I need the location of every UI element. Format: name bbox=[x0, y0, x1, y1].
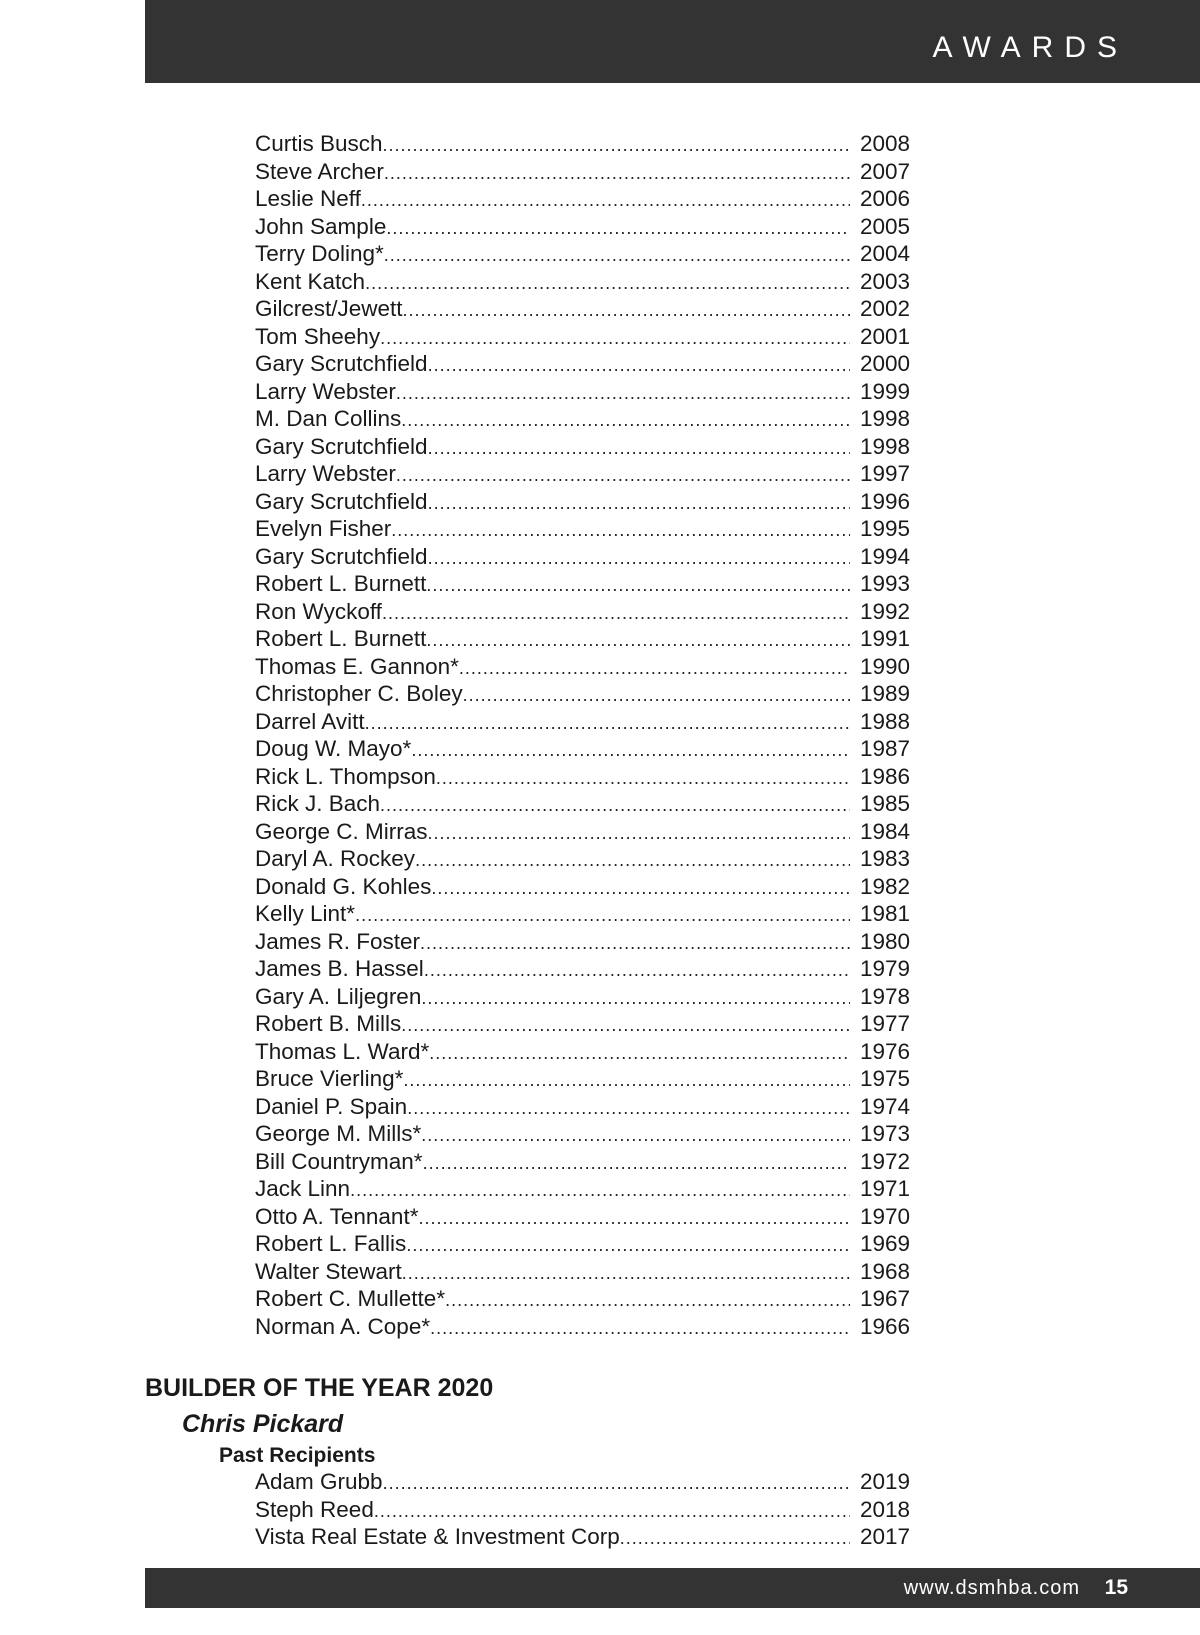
dot-leader bbox=[463, 682, 850, 710]
dot-leader bbox=[361, 187, 850, 215]
award-year: 1984 bbox=[859, 818, 910, 844]
list-item bbox=[255, 1120, 910, 1148]
award-year: 1992 bbox=[859, 598, 910, 624]
recipient-name: Robert B. Mills bbox=[255, 1011, 402, 1036]
recipient-name: Evelyn Fisher bbox=[255, 516, 392, 541]
list-item bbox=[255, 900, 910, 928]
dot-leader bbox=[391, 517, 850, 545]
dot-leader bbox=[403, 297, 850, 325]
list-item bbox=[255, 1285, 910, 1313]
dot-leader bbox=[423, 1150, 850, 1178]
dot-leader bbox=[401, 1012, 850, 1040]
award-year: 2019 bbox=[859, 1469, 910, 1494]
dot-leader bbox=[355, 902, 850, 930]
dot-leader bbox=[401, 407, 850, 435]
dot-leader bbox=[407, 1095, 850, 1123]
dot-leader bbox=[429, 1040, 850, 1068]
dot-leader bbox=[382, 600, 850, 628]
award-year: 1968 bbox=[859, 1258, 910, 1284]
list-item bbox=[255, 213, 910, 241]
dot-leader bbox=[426, 627, 850, 655]
dot-leader bbox=[365, 710, 850, 738]
recipient-name: Bruce Vierling* bbox=[255, 1066, 404, 1091]
list-item bbox=[255, 790, 910, 818]
dot-leader bbox=[431, 875, 850, 903]
dot-leader bbox=[411, 737, 850, 765]
recipient-name: Steph Reed bbox=[255, 1496, 374, 1522]
award-year: 1981 bbox=[859, 901, 910, 926]
list-item bbox=[255, 460, 910, 488]
recipient-name: Curtis Busch bbox=[255, 131, 383, 156]
recipient-name: Adam Grubb bbox=[255, 1469, 383, 1494]
recipient-name: Robert C. Mullette* bbox=[255, 1286, 446, 1311]
recipient-name: Donald G. Kohles bbox=[255, 873, 432, 899]
list-item bbox=[255, 1038, 910, 1066]
list-item bbox=[255, 735, 910, 763]
past-recipients-list bbox=[255, 1468, 910, 1551]
recipient-name: Leslie Neff bbox=[255, 186, 361, 211]
recipient-name: James B. Hassel bbox=[255, 956, 424, 981]
recipient-name: Steve Archer bbox=[255, 158, 384, 184]
recipient-name: Gilcrest/Jewett bbox=[255, 296, 403, 321]
award-year: 2001 bbox=[859, 323, 910, 349]
award-year: 1985 bbox=[859, 791, 910, 816]
dot-leader bbox=[421, 1122, 850, 1150]
recipient-name: Rick J. Bach bbox=[255, 791, 381, 816]
recipient-name: Bill Countryman* bbox=[255, 1148, 423, 1174]
dot-leader bbox=[418, 1205, 850, 1233]
list-item bbox=[255, 158, 910, 186]
award-year: 1979 bbox=[859, 956, 910, 981]
recipient-name: Larry Webster bbox=[255, 461, 396, 486]
recipient-name: Kelly Lint* bbox=[255, 901, 356, 926]
award-year: 1990 bbox=[859, 653, 910, 679]
recipient-name: Doug W. Mayo* bbox=[255, 736, 412, 761]
list-item bbox=[255, 185, 910, 213]
dot-leader bbox=[402, 1260, 850, 1288]
list-item bbox=[255, 598, 910, 626]
dot-leader bbox=[428, 820, 850, 848]
award-year: 1974 bbox=[859, 1093, 910, 1119]
recipient-name: Rick L. Thompson bbox=[255, 763, 436, 789]
list-item bbox=[255, 1258, 910, 1286]
award-year: 1997 bbox=[859, 461, 910, 486]
dot-leader bbox=[396, 462, 850, 490]
recipient-name: Jack Linn bbox=[255, 1176, 351, 1201]
recipient-name: Norman A. Cope* bbox=[255, 1313, 431, 1339]
dot-leader bbox=[428, 435, 850, 463]
list-item bbox=[255, 873, 910, 901]
list-item bbox=[255, 543, 910, 571]
header-bar bbox=[145, 0, 1200, 83]
list-item bbox=[255, 1065, 910, 1093]
dot-leader bbox=[380, 325, 850, 353]
award-year: 1999 bbox=[859, 378, 910, 404]
award-year: 1998 bbox=[859, 406, 910, 431]
list-item bbox=[255, 1175, 910, 1203]
footer-bar bbox=[145, 1568, 1200, 1608]
award-year: 1969 bbox=[859, 1231, 910, 1256]
list-item bbox=[255, 378, 910, 406]
award-year: 1976 bbox=[859, 1038, 910, 1064]
recipient-name: Thomas E. Gannon* bbox=[255, 653, 459, 679]
recipient-name: Robert L. Burnett bbox=[255, 571, 427, 596]
list-item bbox=[255, 763, 910, 791]
dot-leader bbox=[428, 352, 850, 380]
recipient-name: Ron Wyckoff bbox=[255, 598, 382, 624]
dot-leader bbox=[374, 1498, 850, 1526]
award-list bbox=[255, 130, 910, 1340]
list-item bbox=[255, 130, 910, 158]
list-item bbox=[255, 488, 910, 516]
dot-leader bbox=[365, 270, 850, 298]
page-title: AWARDS bbox=[932, 31, 1128, 64]
list-item bbox=[255, 1148, 910, 1176]
page-number: 15 bbox=[1104, 1576, 1128, 1599]
recipient-name: Darrel Avitt bbox=[255, 708, 365, 734]
list-item bbox=[255, 708, 910, 736]
award-year: 1977 bbox=[859, 1011, 910, 1036]
past-recipients-label: Past Recipients bbox=[219, 1444, 376, 1467]
award-year: 1995 bbox=[859, 516, 910, 541]
recipient-name: Gary Scrutchfield bbox=[255, 433, 428, 459]
list-item bbox=[255, 1523, 910, 1551]
recipient-name: Kent Katch bbox=[255, 268, 366, 294]
winner-name: Chris Pickard bbox=[182, 1410, 344, 1438]
recipient-name: Gary A. Liljegren bbox=[255, 983, 422, 1009]
award-year: 2005 bbox=[859, 213, 910, 239]
award-year: 2004 bbox=[859, 241, 910, 266]
recipient-name: Daryl A. Rockey bbox=[255, 846, 416, 871]
recipient-name: Daniel P. Spain bbox=[255, 1093, 408, 1119]
list-item bbox=[255, 295, 910, 323]
dot-leader bbox=[386, 215, 850, 243]
dot-leader bbox=[421, 985, 850, 1013]
recipient-name: Gary Scrutchfield bbox=[255, 543, 428, 569]
dot-leader bbox=[428, 490, 850, 518]
list-item bbox=[255, 983, 910, 1011]
award-year: 1975 bbox=[859, 1066, 910, 1091]
recipient-name: Vista Real Estate & Investment Corp bbox=[255, 1524, 620, 1549]
list-item bbox=[255, 625, 910, 653]
list-item bbox=[255, 405, 910, 433]
list-item bbox=[255, 1203, 910, 1231]
list-item bbox=[255, 818, 910, 846]
award-year: 1971 bbox=[859, 1176, 910, 1201]
recipient-name: Gary Scrutchfield bbox=[255, 351, 428, 376]
dot-leader bbox=[396, 380, 850, 408]
award-year: 1980 bbox=[859, 928, 910, 954]
list-item bbox=[255, 350, 910, 378]
award-year: 1986 bbox=[859, 763, 910, 789]
award-year: 1987 bbox=[859, 736, 910, 761]
recipient-name: Tom Sheehy bbox=[255, 323, 381, 349]
award-year: 1973 bbox=[859, 1121, 910, 1146]
award-year: 1970 bbox=[859, 1203, 910, 1229]
list-item bbox=[255, 1093, 910, 1121]
award-year: 1983 bbox=[859, 846, 910, 871]
award-year: 1994 bbox=[859, 543, 910, 569]
dot-leader bbox=[384, 160, 850, 188]
recipient-name: Gary Scrutchfield bbox=[255, 488, 428, 514]
list-item bbox=[255, 1496, 910, 1524]
award-year: 1989 bbox=[859, 681, 910, 706]
list-item bbox=[255, 680, 910, 708]
award-year: 1978 bbox=[859, 983, 910, 1009]
award-year: 1972 bbox=[859, 1148, 910, 1174]
dot-leader bbox=[428, 545, 850, 573]
dot-leader bbox=[406, 1232, 850, 1260]
dot-leader bbox=[436, 765, 850, 793]
list-item bbox=[255, 955, 910, 983]
recipient-name: Larry Webster bbox=[255, 378, 396, 404]
recipient-name: Otto A. Tennant* bbox=[255, 1203, 419, 1229]
dot-leader bbox=[415, 847, 850, 875]
dot-leader bbox=[350, 1177, 850, 1205]
recipient-name: George M. Mills* bbox=[255, 1121, 422, 1146]
list-item bbox=[255, 1010, 910, 1038]
award-year: 1967 bbox=[859, 1286, 910, 1311]
builder-of-year-section bbox=[145, 1374, 945, 1549]
recipient-name: Robert L. Burnett bbox=[255, 626, 427, 651]
recipient-name: Walter Stewart bbox=[255, 1258, 402, 1284]
list-item bbox=[255, 240, 910, 268]
list-item bbox=[255, 845, 910, 873]
dot-leader bbox=[383, 132, 850, 160]
award-year: 2000 bbox=[859, 351, 910, 376]
dot-leader bbox=[380, 792, 850, 820]
dot-leader bbox=[445, 1287, 850, 1315]
list-item bbox=[255, 433, 910, 461]
recipient-name: George C. Mirras bbox=[255, 818, 428, 844]
award-year: 2008 bbox=[859, 131, 910, 156]
recipient-name: Thomas L. Ward* bbox=[255, 1038, 430, 1064]
dot-leader bbox=[383, 1470, 850, 1498]
award-year: 2017 bbox=[859, 1524, 910, 1549]
award-year: 1988 bbox=[859, 708, 910, 734]
award-year: 1982 bbox=[859, 873, 910, 899]
dot-leader bbox=[384, 242, 850, 270]
award-year: 1998 bbox=[859, 433, 910, 459]
dot-leader bbox=[403, 1067, 850, 1095]
website-url: www.dsmhba.com bbox=[903, 1577, 1080, 1599]
list-item bbox=[255, 515, 910, 543]
recipient-name: M. Dan Collins bbox=[255, 406, 402, 431]
dot-leader bbox=[420, 930, 850, 958]
recipient-name: Robert L. Fallis bbox=[255, 1231, 407, 1256]
list-item bbox=[255, 1468, 910, 1496]
list-item bbox=[255, 570, 910, 598]
award-year: 2003 bbox=[859, 268, 910, 294]
dot-leader bbox=[424, 957, 850, 985]
list-item bbox=[255, 653, 910, 681]
recipient-name: James R. Foster bbox=[255, 928, 421, 954]
recipient-name: Terry Doling* bbox=[255, 241, 384, 266]
dot-leader bbox=[430, 1315, 850, 1343]
award-year: 1996 bbox=[859, 488, 910, 514]
list-item bbox=[255, 1230, 910, 1258]
dot-leader bbox=[459, 655, 850, 683]
recipient-name: John Sample bbox=[255, 213, 387, 239]
award-year: 2006 bbox=[859, 186, 910, 211]
award-year: 2002 bbox=[859, 296, 910, 321]
award-year: 2018 bbox=[859, 1496, 910, 1522]
dot-leader bbox=[620, 1525, 850, 1553]
award-year: 1966 bbox=[859, 1313, 910, 1339]
list-item bbox=[255, 323, 910, 351]
section-title: BUILDER OF THE YEAR 2020 bbox=[145, 1374, 494, 1402]
list-item bbox=[255, 1313, 910, 1341]
award-year: 1991 bbox=[859, 626, 910, 651]
award-year: 2007 bbox=[859, 158, 910, 184]
recipient-name: Christopher C. Boley bbox=[255, 681, 463, 706]
award-year: 1993 bbox=[859, 571, 910, 596]
list-item bbox=[255, 268, 910, 296]
dot-leader bbox=[426, 572, 850, 600]
list-item bbox=[255, 928, 910, 956]
